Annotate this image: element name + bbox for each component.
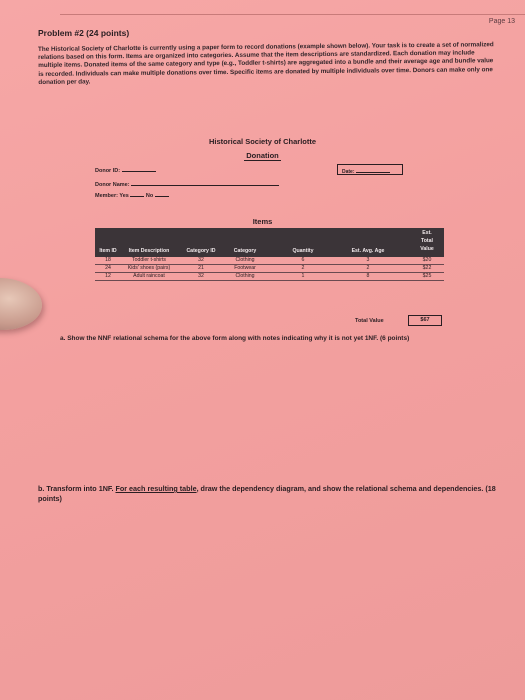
date-label: Date: (342, 169, 355, 175)
cell-category: Clothing (235, 257, 255, 263)
cell-category: Footwear (234, 265, 256, 271)
total-value-label: Total Value (355, 318, 384, 324)
problem-heading: Problem #2 (24 points) (38, 28, 130, 38)
thumb-photo-occlusion (0, 278, 42, 330)
items-table-header (95, 228, 444, 257)
items-table (95, 228, 444, 281)
question-b-prefix: b. Transform into 1NF. (38, 484, 116, 493)
member-yes-blank (130, 191, 144, 197)
donor-id-label: Donor ID: (95, 168, 121, 174)
cell-item-id: 24 (105, 265, 111, 271)
question-b-suffix: , draw the dependency diagram, and show the relational schema and dependencies. (18 points) (38, 484, 496, 503)
member-yes-label: Member: Yes (95, 193, 129, 199)
cell-category-id: 32 (198, 273, 204, 279)
items-title: Items (252, 217, 273, 226)
question-b (38, 484, 508, 504)
col-value-line3: Value (420, 246, 434, 252)
col-description: Item Description (128, 248, 170, 254)
member-no-blank (155, 191, 169, 197)
cell-item-id: 18 (105, 257, 111, 263)
cell-avg-age: 8 (366, 273, 370, 279)
cell-avg-age: 3 (366, 257, 370, 263)
question-a (60, 334, 480, 343)
donor-id-field (95, 166, 156, 174)
cell-avg-age: 2 (366, 265, 370, 271)
question-a-prefix: a. Show the (60, 335, 98, 342)
cell-quantity: 2 (301, 265, 305, 271)
cell-category-id: 21 (198, 265, 204, 271)
donor-id-blank (122, 166, 156, 172)
cell-category: Clothing (235, 273, 255, 279)
cell-quantity: 1 (301, 273, 305, 279)
cell-description: Kids' shoes (pairs) (127, 265, 171, 271)
donor-name-label: Donor Name: (95, 182, 130, 188)
col-category-id: Category ID (186, 248, 216, 254)
top-rule (60, 14, 525, 15)
cell-value: $22 (422, 265, 432, 271)
date-blank (356, 167, 390, 173)
col-item-id: Item ID (99, 248, 117, 254)
total-value-box: $67 (408, 315, 442, 326)
col-avg-age: Est. Avg. Age (351, 248, 385, 254)
cell-item-id: 12 (105, 273, 111, 279)
cell-category-id: 32 (198, 257, 204, 263)
question-b-underlined: For each resulting table (115, 484, 197, 493)
col-value-line2: Total (420, 238, 433, 244)
cell-quantity: 6 (301, 257, 305, 263)
donor-name-field (95, 180, 279, 188)
form-title (0, 151, 525, 160)
col-category: Category (233, 248, 257, 254)
table-row (95, 257, 444, 265)
member-no-label: No (145, 193, 154, 199)
form-org-name: Historical Society of Charlotte (208, 137, 317, 146)
cell-description: Toddler t-shirts (131, 257, 167, 263)
donor-name-blank (131, 180, 279, 186)
question-a-suffix: for the above form along with notes indicating why it is not yet 1NF. (6 points) (168, 335, 410, 342)
question-a-bold: NNF relational schema (97, 335, 168, 342)
date-box (337, 164, 403, 175)
table-row (95, 273, 444, 281)
form-title-text: Donation (246, 151, 279, 160)
cell-description: Adult raincoat (133, 273, 165, 279)
cell-value: $25 (422, 273, 432, 279)
col-value-line1: Est. (422, 230, 432, 236)
col-quantity: Quantity (292, 248, 314, 254)
problem-intro: The Historical Society of Charlotte is currently using a paper form to record donations (example shown below). Your task is to create a set of normalized relations based on this form. Items are organized into categories. Assume that the item descriptions are standardized. Each donation may include multiple items. Donated items of the same category and type (e.g., Toddler t-shirts) are aggregated into a bundle and their average age and bundle value is recorded. Individuals can make multiple donations over time. Specific items are donated by multiple individuals over time. Donors can make only one donation per day. (38, 41, 494, 86)
member-field (95, 191, 169, 199)
table-row (95, 265, 444, 273)
page-number: Page 13 (488, 18, 515, 25)
cell-value: $20 (422, 257, 432, 263)
